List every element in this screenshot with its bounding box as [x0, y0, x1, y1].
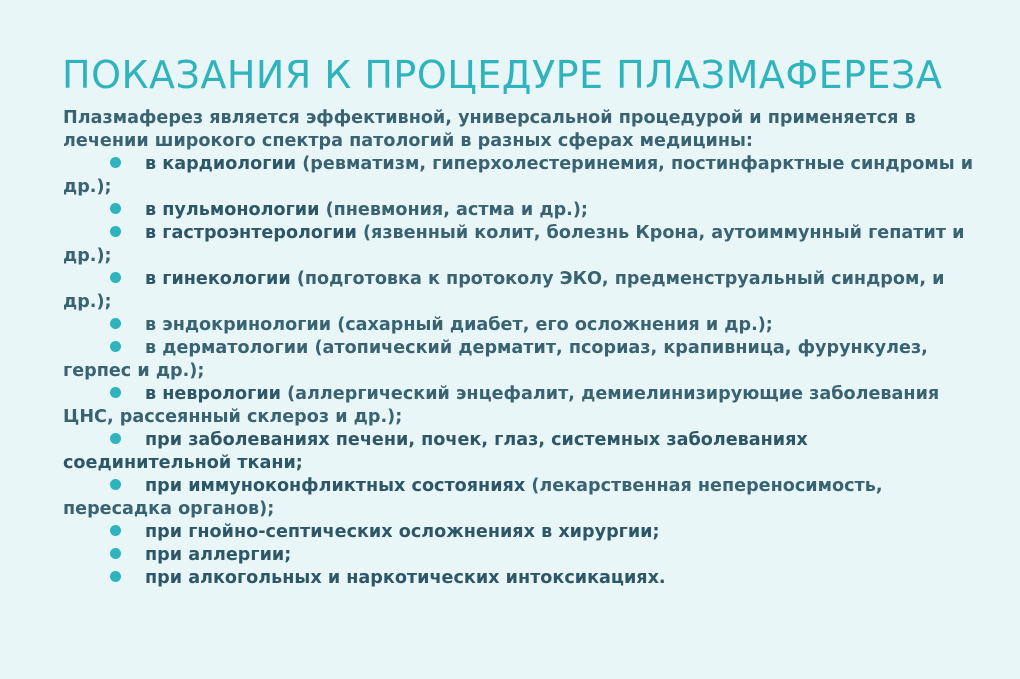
bullet-icon — [110, 203, 121, 214]
item-text: (лекарственная непереносимость, пересадка органов); — [63, 476, 883, 519]
item-emphasis: в гинекологии — [145, 269, 291, 289]
item-emphasis: в неврологии — [145, 384, 281, 404]
list-item — [63, 153, 975, 199]
item-text: в дерматологии (атопический дерматит, псориаз, крапивница, фурункулез, герпес и др.); — [63, 338, 928, 381]
item-emphasis: при аллергии; — [145, 545, 292, 565]
item-emphasis: при заболеваниях печени, почек, глаз, системных заболеваниях соединительной ткани; — [63, 430, 808, 473]
item-text: (пневмония, астма и др.); — [319, 200, 588, 220]
bullet-icon — [110, 479, 121, 490]
intro-paragraph: Плазмаферез является эффективной, универсальной процедурой и применяется в лечении широкого спектра патологий в разных сферах медицины: — [63, 108, 916, 151]
list-item — [63, 268, 975, 314]
indications-list — [63, 153, 975, 590]
item-text: (ревматизм, гиперхолестеринемия, постинфарктные синдромы и др.); — [63, 154, 974, 197]
bullet-icon — [110, 226, 121, 237]
item-text: в эндокринологии (сахарный диабет, его осложнения и др.); — [145, 315, 773, 335]
item-emphasis: при алкогольных и наркотических интоксикациях. — [145, 568, 666, 588]
item-emphasis: в пульмонологии — [145, 200, 320, 220]
list-item — [63, 567, 975, 590]
list-item — [63, 222, 975, 268]
list-item — [63, 429, 975, 475]
list-item — [63, 475, 975, 521]
list-item — [63, 521, 975, 544]
item-text: (аллергический энцефалит, демиелинизирующие заболевания ЦНС, рассеянный склероз и др.); — [63, 384, 940, 427]
bullet-icon — [110, 341, 121, 352]
list-item — [63, 383, 975, 429]
bullet-icon — [110, 387, 121, 398]
item-text: (подготовка к протоколу ЭКО, предменструальный синдром, и др.); — [63, 269, 945, 312]
bullet-icon — [110, 433, 121, 444]
bullet-icon — [110, 157, 121, 168]
bullet-icon — [110, 272, 121, 283]
list-item — [63, 544, 975, 567]
item-emphasis: в кардиологии — [145, 154, 297, 174]
list-item — [63, 199, 975, 222]
bullet-icon — [110, 571, 121, 582]
bullet-icon — [110, 525, 121, 536]
bullet-icon — [110, 548, 121, 559]
item-emphasis: в гастроэнтерологии — [145, 223, 357, 243]
item-text: (язвенный колит, болезнь Крона, аутоиммунный гепатит и др.); — [63, 223, 965, 266]
list-item — [63, 314, 975, 337]
item-emphasis: при иммуноконфликтных состояниях — [145, 476, 526, 496]
list-item — [63, 337, 975, 383]
item-emphasis: при гнойно-септических осложнениях в хирургии; — [145, 522, 660, 542]
page-title: ПОКАЗАНИЯ К ПРОЦЕДУРЕ ПЛАЗМАФЕРЕЗА — [62, 53, 943, 97]
bullet-icon — [110, 318, 121, 329]
content — [63, 107, 975, 590]
